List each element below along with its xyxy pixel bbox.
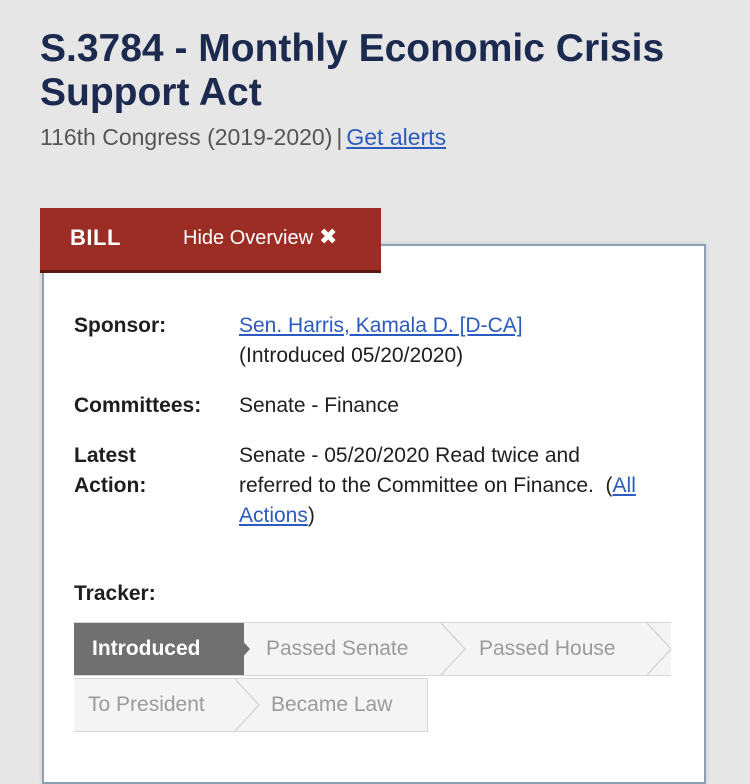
committees-value: Senate - Finance (239, 394, 399, 417)
sponsor-value (239, 311, 649, 371)
hide-overview-label: Hide Overview (183, 227, 314, 249)
tracker-step-became-law: Became Law (271, 693, 393, 716)
tracker-row-1 (74, 622, 671, 676)
committees-label: Committees: (74, 394, 202, 417)
open-paren: ( (605, 474, 613, 497)
congress-label: 116th Congress (2019-2020) (40, 124, 333, 150)
tracker-step-passed-senate: Passed Senate (266, 637, 409, 660)
sponsor-introduced: (Introduced 05/20/2020) (239, 344, 464, 367)
tab-bill[interactable]: BILL (70, 225, 121, 250)
overview-tab-bar (40, 208, 381, 273)
latest-action-value (239, 441, 639, 531)
tracker-step-passed-house: Passed House (479, 637, 616, 660)
separator: | (336, 124, 343, 150)
page-title: S.3784 - Monthly Economic Crisis Support Act (40, 27, 665, 114)
bill-subtitle (40, 124, 446, 151)
sponsor-label: Sponsor: (74, 314, 167, 337)
tracker-label: Tracker: (74, 582, 156, 605)
get-alerts-link[interactable]: Get alerts (346, 124, 447, 150)
latest-action-label-line1: Latest (74, 444, 136, 467)
tracker-step-introduced: Introduced (74, 623, 244, 675)
sponsor-link[interactable]: Sen. Harris, Kamala D. [D-CA] (239, 314, 523, 337)
latest-action-label-line2: Action: (74, 474, 147, 497)
all-actions-link[interactable]: All Actions (239, 474, 636, 527)
tracker-row-2 (74, 678, 428, 732)
chevron-right-icon (226, 623, 252, 675)
chevron-right-icon (440, 623, 466, 675)
tracker-step-to-president: To President (88, 693, 205, 716)
close-icon: ✖ (319, 224, 338, 249)
chevron-right-icon (234, 679, 260, 731)
latest-action-label (74, 441, 146, 501)
close-paren: ) (307, 504, 315, 527)
latest-action-text: Senate - 05/20/2020 Read twice and referred to the Committee on Finance. (239, 444, 594, 497)
hide-overview-button[interactable] (183, 224, 338, 250)
chevron-right-icon (646, 623, 671, 675)
